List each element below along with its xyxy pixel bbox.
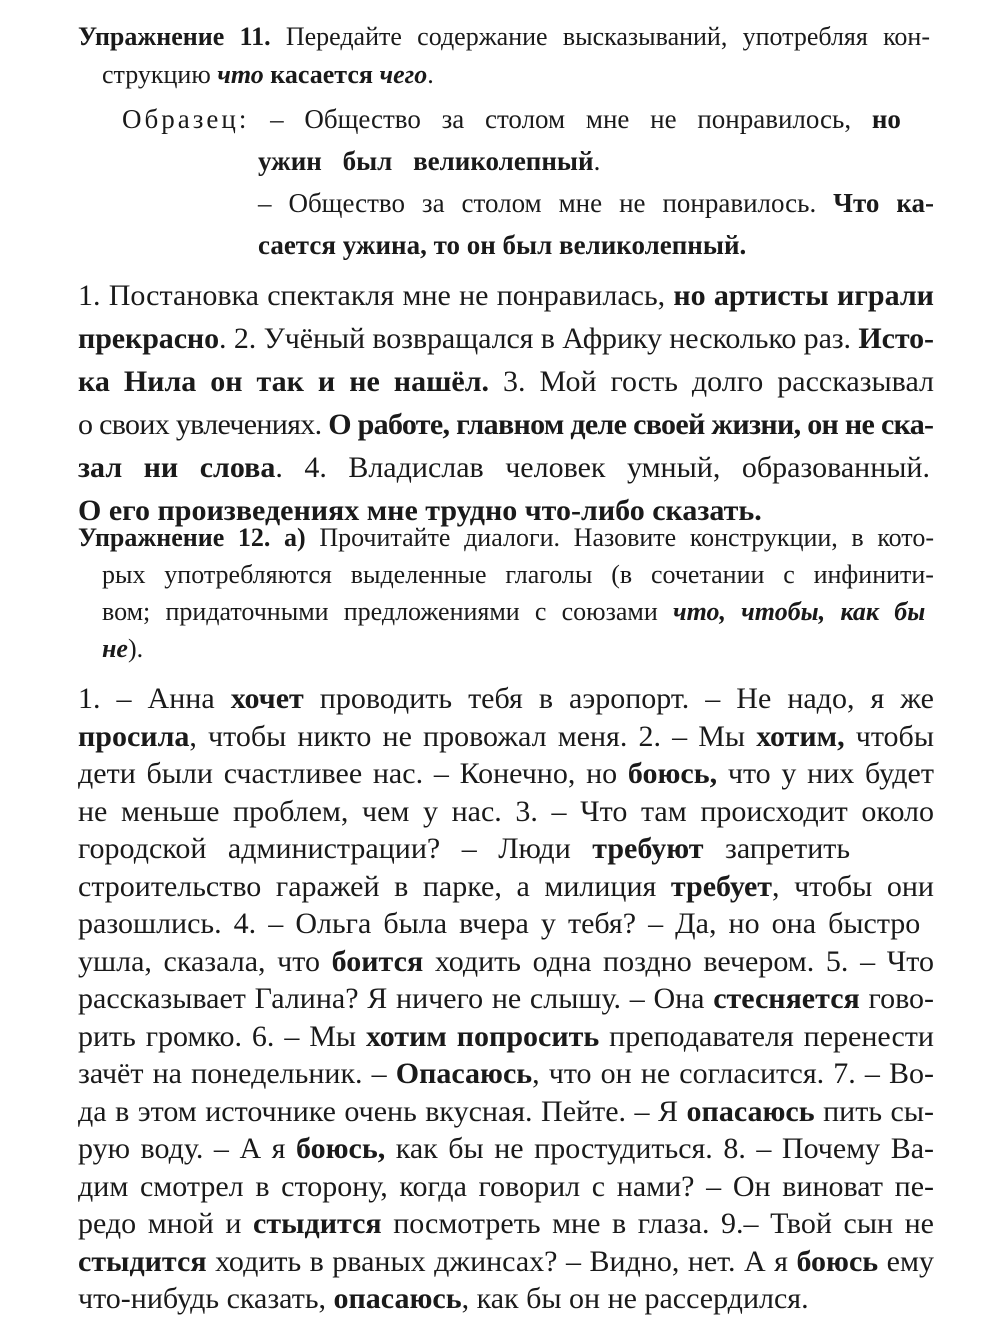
text-run: , чтобы они <box>772 869 934 903</box>
text-run: ходить в рваных джинсах? – Видно, нет. А я <box>206 1244 797 1278</box>
bold-text: опасаюсь <box>333 1282 462 1315</box>
text-run: разошлись. 4. – Ольга была вчера у тебя? – Да, но она быстро <box>78 907 921 940</box>
text-run: . <box>593 146 601 176</box>
bold-italic-text: чего <box>379 60 428 89</box>
text-line <box>78 1020 934 1055</box>
bold-text: зал ни слова <box>78 451 276 484</box>
text-line <box>78 1170 934 1205</box>
text-run: , как бы он не рассердился. <box>461 1282 809 1315</box>
text-run: , что он не согласится. 7. – Во- <box>532 1057 934 1090</box>
text-run: зачёт на понедельник. – <box>78 1057 396 1090</box>
text-line <box>102 60 434 90</box>
bold-text: Упражнение 12. а) <box>78 523 306 552</box>
text-run: рую воду. – А я <box>78 1132 296 1165</box>
text-run: да в этом источнике очень вкусная. Пейте. – Я <box>78 1094 687 1128</box>
bold-text: Исто- <box>858 322 934 355</box>
text-run: струкцию <box>102 60 218 89</box>
text-run: пить сы- <box>814 1094 934 1128</box>
bold-text: боится <box>331 944 424 978</box>
bold-text: хотим попросить <box>365 1019 600 1053</box>
text-run: редо мной и <box>78 1207 254 1240</box>
text-run: строительство гаражей в парке, а милиция <box>78 869 671 903</box>
text-line <box>258 188 934 219</box>
text-line <box>78 365 934 400</box>
text-run: рассказывает Галина? Я ничего не слышу. – Она <box>78 982 714 1015</box>
text-run: городской администрации? – Люди <box>78 832 593 865</box>
text-line <box>78 408 933 443</box>
text-line <box>78 720 934 755</box>
text-line <box>78 279 934 314</box>
bold-text: хочет <box>230 682 304 715</box>
text-run: проводить тебя в аэропорт. – Не надо, я же <box>303 682 934 715</box>
text-run: 3. Мой гость долго рассказывал <box>489 365 934 398</box>
bold-text: боюсь, <box>627 757 718 790</box>
text-line <box>78 682 934 717</box>
text-run: как бы не простудиться. 8. – Почему Ва- <box>385 1132 935 1165</box>
text-run: рить громко. 6. – Мы <box>78 1019 366 1053</box>
bold-text: боюсь <box>796 1244 879 1278</box>
text-run: о своих увлечениях. <box>78 408 329 441</box>
bold-text: О его произведениях мне трудно что-либо сказать. <box>78 494 762 527</box>
text-line <box>78 945 934 980</box>
bold-text: Что ка- <box>833 188 934 218</box>
text-line <box>78 907 920 942</box>
bold-italic-text: не <box>102 634 128 663</box>
text-run: Образец: <box>122 104 250 134</box>
bold-text: прекрасно <box>78 322 220 355</box>
bold-text: но артисты играли <box>673 279 934 312</box>
text-line <box>78 870 934 905</box>
bold-text: но <box>871 104 901 134</box>
bold-text: боюсь, <box>296 1132 386 1165</box>
bold-text: стесняется <box>713 982 860 1015</box>
text-line <box>78 1207 934 1242</box>
bold-text: касается <box>263 60 380 89</box>
text-run: что у них будет <box>717 757 934 790</box>
bold-text: О работе, главном деле своей жизни, он не ска- <box>328 408 934 441</box>
text-line <box>78 1057 934 1092</box>
text-run: ушла, сказала, что <box>78 944 332 978</box>
bold-text: ужин был великолепный <box>258 146 594 176</box>
text-line <box>102 597 925 627</box>
text-line <box>78 1095 934 1130</box>
bold-text: Упражнение 11. <box>78 22 271 51</box>
text-run: гово- <box>859 982 935 1015</box>
bold-text: Опасаюсь <box>395 1057 533 1090</box>
text-line <box>78 832 850 867</box>
text-line <box>78 1132 934 1167</box>
text-run: чтобы <box>844 719 934 753</box>
text-line <box>102 560 934 590</box>
text-run: Передайте содержание высказываний, употребляя кон- <box>270 22 930 51</box>
bold-text: хотим, <box>756 719 845 753</box>
text-line <box>78 22 930 52</box>
text-run: ). <box>127 634 144 663</box>
text-run: 1. – Анна <box>78 682 231 715</box>
bold-italic-text: что <box>217 60 264 89</box>
bold-text: ка Нила он так и не нашёл. <box>78 365 490 398</box>
bold-text: требуют <box>592 832 704 865</box>
text-run: преподавателя перенести <box>599 1019 934 1053</box>
text-line <box>78 523 934 553</box>
text-line <box>78 757 934 792</box>
text-run: – Общество за столом мне не понравилось, <box>249 104 872 134</box>
text-run: . <box>427 60 434 89</box>
bold-text: стыдится <box>253 1207 382 1240</box>
text-run: рых употребляются выделенные глаголы (в сочетании с инфинити- <box>102 560 934 589</box>
text-line <box>122 104 901 135</box>
bold-text: стыдится <box>78 1244 207 1278</box>
text-run: . 2. Учёный возвращался в Африку несколько раз. <box>219 322 859 355</box>
text-run: запретить <box>703 832 851 865</box>
text-run: посмотреть мне в глаза. 9.– Твой сын не <box>381 1207 934 1240</box>
text-run: , чтобы никто не провожал меня. 2. – Мы <box>189 719 757 753</box>
text-run: не меньше проблем, чем у нас. 3. – Что там происходит около <box>78 794 935 828</box>
text-line <box>78 322 934 357</box>
text-run: дети были счастливее нас. – Конечно, но <box>78 757 628 790</box>
bold-text: просила <box>78 719 190 753</box>
text-line <box>258 230 746 261</box>
bold-text: сается ужина, то он был великолепный. <box>258 230 747 260</box>
text-run: . 4. Владислав человек умный, образованный. <box>275 451 930 484</box>
text-run: ему <box>878 1244 934 1278</box>
text-run: что-нибудь сказать, <box>78 1282 334 1315</box>
text-run: Прочитайте диалоги. Назовите конструкции, в кото- <box>305 523 934 552</box>
bold-italic-text: что, чтобы, как бы <box>672 597 926 626</box>
text-run: вом; придаточными предложениями с союзами <box>102 597 673 626</box>
text-line <box>78 1245 934 1280</box>
text-run: – Общество за столом мне не понравилось. <box>258 188 834 218</box>
bold-text: требует <box>670 869 772 903</box>
text-line <box>102 634 143 664</box>
text-run: ходить одна поздно вечером. 5. – Что <box>423 944 934 978</box>
text-line <box>258 146 600 177</box>
text-line <box>78 1282 809 1317</box>
text-line <box>78 982 934 1017</box>
bold-text: опасаюсь <box>686 1094 815 1128</box>
text-line <box>78 451 930 486</box>
text-run: дим смотрел в сторону, когда говорил с нами? – Он виноват пе- <box>78 1169 934 1203</box>
text-run: 1. Постановка спектакля мне не понравилась, <box>78 279 674 312</box>
text-line <box>78 795 934 830</box>
